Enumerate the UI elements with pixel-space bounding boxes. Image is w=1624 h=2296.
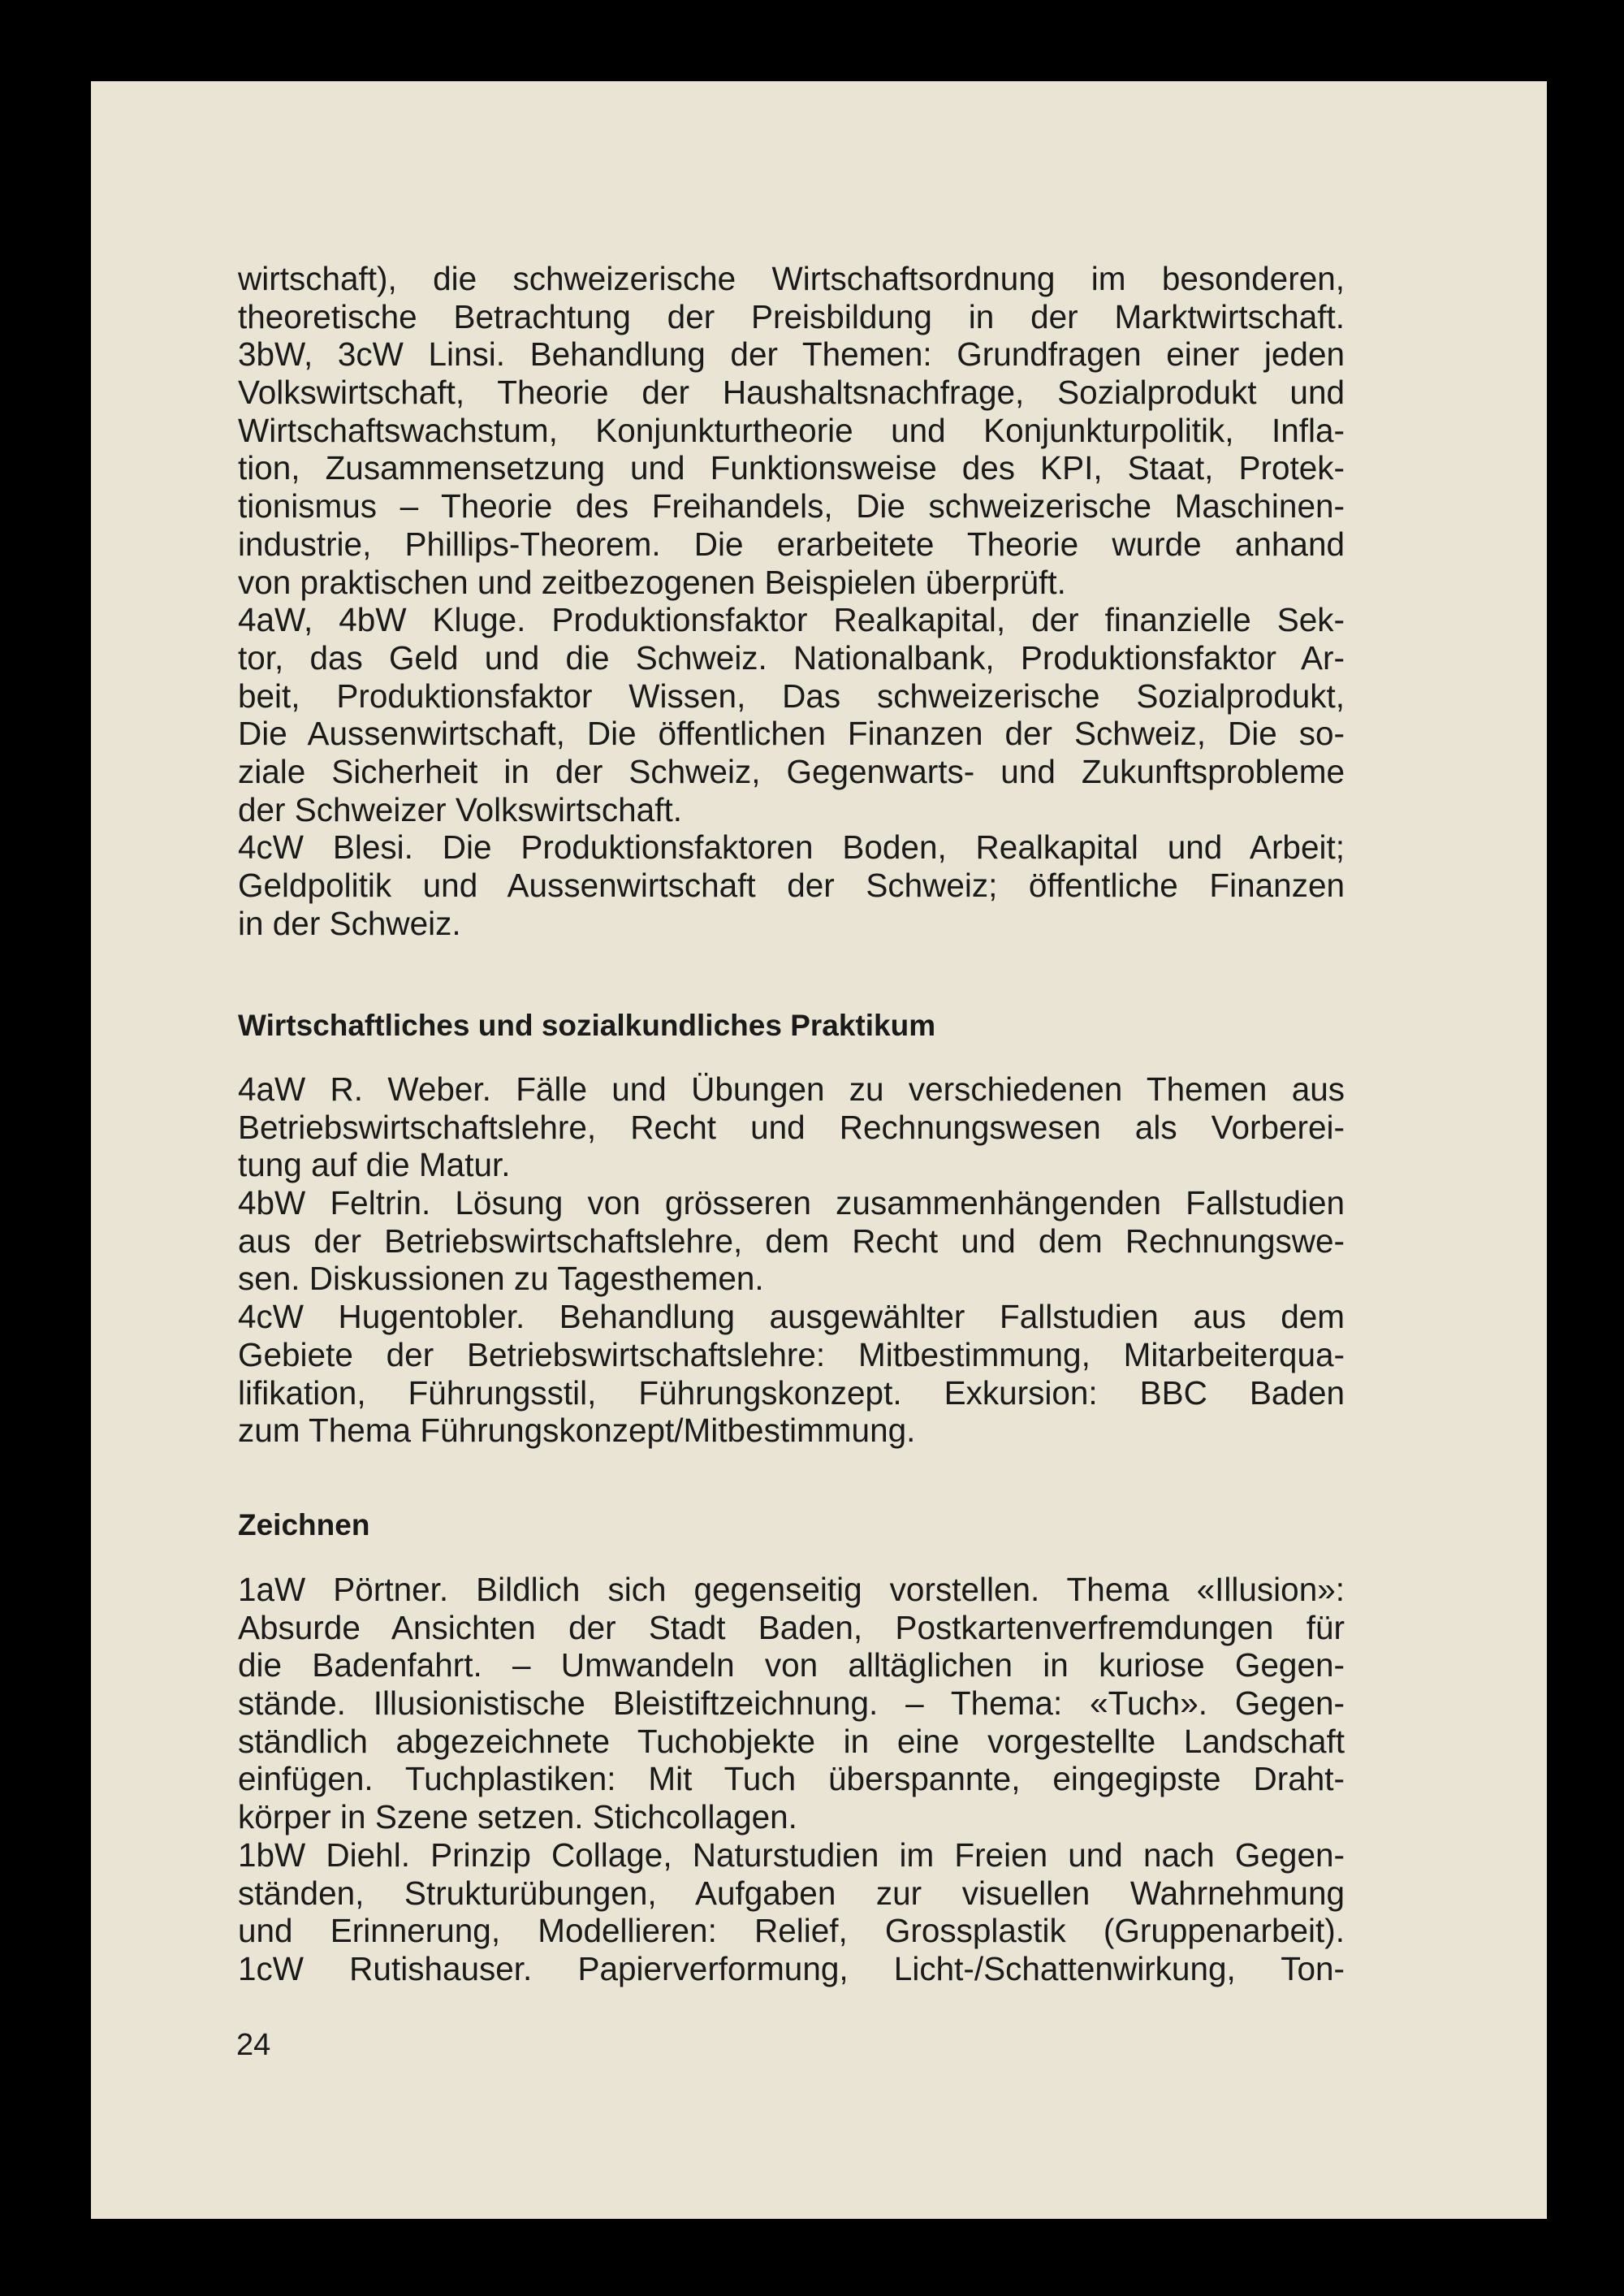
- text-line: sen. Diskussionen zu Tagesthemen.: [238, 1260, 764, 1298]
- text-line: die Badenfahrt. – Umwandeln von alltäglichen in kuriose Gegen-: [238, 1646, 1345, 1684]
- text-line: wirtschaft), die schweizerische Wirtschaftsordnung im besonderen,: [238, 260, 1345, 297]
- text-line: 3bW, 3cW Linsi. Behandlung der Themen: Grundfragen einer jeden: [238, 335, 1345, 374]
- text-line: von praktischen und zeitbezogenen Beispielen überprüft.: [238, 563, 1066, 601]
- text-line: 4aW R. Weber. Fälle und Übungen zu verschiedenen Themen aus: [238, 1070, 1345, 1108]
- text-line: körper in Szene setzen. Stichcollagen.: [238, 1798, 797, 1836]
- text-line: Gebiete der Betriebswirtschaftslehre: Mitbestimmung, Mitarbeiterqua-: [238, 1335, 1345, 1373]
- text-line: industrie, Phillips-Theorem. Die erarbeitete Theorie wurde anhand: [238, 525, 1345, 563]
- text-line: Absurde Ansichten der Stadt Baden, Postkartenverfremdungen für: [238, 1608, 1345, 1646]
- text-line: zum Thema Führungskonzept/Mitbestimmung.: [238, 1412, 916, 1450]
- text-line: Die Aussenwirtschaft, Die öffentlichen Finanzen der Schweiz, Die so-: [238, 715, 1345, 753]
- text-block-zeichnen: [238, 1571, 1345, 1988]
- text-line: 1cW Rutishauser. Papierverformung, Licht-/Schattenwirkung, Ton-: [238, 1949, 1345, 1987]
- text-line: ziale Sicherheit in der Schweiz, Gegenwarts- und Zukunftsprobleme: [238, 752, 1345, 790]
- text-line: der Schweizer Volkswirtschaft.: [238, 790, 682, 828]
- text-line: tung auf die Matur.: [238, 1146, 511, 1184]
- text-block-praktikum: [238, 1070, 1345, 1450]
- text-line: stände. Illusionistische Bleistiftzeichnung. – Thema: «Tuch». Gegen-: [238, 1684, 1345, 1723]
- text-line: tor, das Geld und die Schweiz. Nationalbank, Produktionsfaktor Ar-: [238, 638, 1345, 677]
- text-line: Betriebswirtschaftslehre, Recht und Rechnungswesen als Vorberei-: [238, 1108, 1345, 1146]
- text-line: 4cW Blesi. Die Produktionsfaktoren Boden, Realkapital und Arbeit;: [238, 828, 1345, 867]
- text-block-economics: [238, 260, 1345, 942]
- section-heading-zeichnen: Zeichnen: [238, 1508, 370, 1541]
- text-line: 1bW Diehl. Prinzip Collage, Naturstudien im Freien und nach Gegen-: [238, 1836, 1345, 1874]
- text-line: theoretische Betrachtung der Preisbildung in der Marktwirtschaft.: [238, 297, 1345, 335]
- text-line: in der Schweiz.: [238, 904, 461, 942]
- text-line: 1aW Pörtner. Bildlich sich gegenseitig vorstellen. Thema «Illusion»:: [238, 1571, 1345, 1608]
- text-line: beit, Produktionsfaktor Wissen, Das schweizerische Sozialprodukt,: [238, 677, 1345, 715]
- text-line: Wirtschaftswachstum, Konjunkturtheorie und Konjunkturpolitik, Infla-: [238, 411, 1345, 449]
- text-line: lifikation, Führungsstil, Führungskonzept. Exkursion: BBC Baden: [238, 1373, 1345, 1412]
- text-line: 4cW Hugentobler. Behandlung ausgewählter Fallstudien aus dem: [238, 1298, 1345, 1336]
- text-line: tion, Zusammensetzung und Funktionsweise des KPI, Staat, Protek-: [238, 449, 1345, 487]
- text-line: Geldpolitik und Aussenwirtschaft der Schweiz; öffentliche Finanzen: [238, 867, 1345, 904]
- text-line: einfügen. Tuchplastiken: Mit Tuch überspannte, eingegipste Draht-: [238, 1760, 1345, 1798]
- page-number: 24: [236, 2028, 271, 2062]
- text-line: ständen, Strukturübungen, Aufgaben zur visuellen Wahrnehmung: [238, 1874, 1345, 1912]
- text-line: und Erinnerung, Modellieren: Relief, Grossplastik (Gruppenarbeit).: [238, 1912, 1345, 1950]
- text-line: 4bW Feltrin. Lösung von grösseren zusammenhängenden Fallstudien: [238, 1184, 1345, 1222]
- text-line: 4aW, 4bW Kluge. Produktionsfaktor Realkapital, der finanzielle Sek-: [238, 601, 1345, 639]
- text-line: tionismus – Theorie des Freihandels, Die schweizerische Maschinen-: [238, 487, 1345, 525]
- text-line: aus der Betriebswirtschaftslehre, dem Recht und dem Rechnungswe-: [238, 1222, 1345, 1260]
- text-line: Volkswirtschaft, Theorie der Haushaltsnachfrage, Sozialprodukt und: [238, 374, 1345, 412]
- section-heading-praktikum: Wirtschaftliches und sozialkundliches Praktikum: [238, 1009, 936, 1042]
- text-line: ständlich abgezeichnete Tuchobjekte in eine vorgestellte Landschaft: [238, 1722, 1345, 1760]
